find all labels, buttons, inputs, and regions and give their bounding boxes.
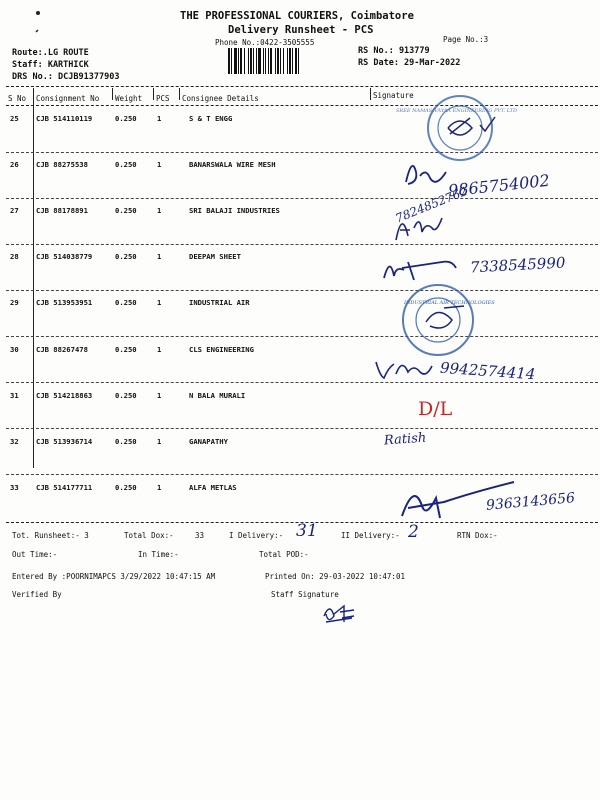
runsheet-subtitle: Delivery Runsheet - PCS [228,24,374,36]
page-number: Page No.:3 [443,35,489,44]
row-weight: 0.250 [115,390,137,400]
row-sno: 27 [10,206,19,216]
header-bottom-rule [6,105,598,106]
phone-27: 7824852762 [393,183,470,226]
barcode-bar [240,48,242,74]
staff-signature [320,600,360,626]
row-sno: 28 [10,252,19,262]
row-pcs: 1 [157,436,162,446]
barcode-bar [228,48,230,74]
entered-by: Entered By :POORNIMAPCS 3/29/2022 10:47:15 AM [12,572,216,581]
row-weight: 0.250 [115,298,137,308]
staff-signature-label: Staff Signature [271,590,339,599]
row-weight: 0.250 [115,436,137,446]
row-divider [6,474,598,475]
signature-26 [402,156,452,190]
ii-delivery-label: II Delivery:- [341,531,400,540]
row-sno: 29 [10,298,19,308]
barcode-bar [234,48,237,74]
row-divider [6,382,598,383]
row-divider [6,290,598,291]
row-pcs: 1 [157,114,162,123]
row-consignee: N BALA MURALI [189,390,246,400]
barcode-bar [263,48,264,74]
row-consignment: CJB 88178891 [36,206,88,216]
row-consignee: ALFA METLAS [189,482,237,492]
column-divider [179,88,180,100]
out-time-label: Out Time:- [12,550,58,559]
verified-by-label: Verified By [12,590,62,599]
rs-date: RS Date: 29-Mar-2022 [358,58,461,68]
phone-28: 7338545990 [469,253,566,277]
col-header-weight: Weight [115,94,143,103]
phone-30: 9942574414 [439,358,536,384]
row-consignment: CJB 514110119 [36,114,93,123]
row-consignment: CJB 513953951 [36,298,93,308]
row-pcs: 1 [157,344,162,354]
barcode-bar [244,48,245,74]
tot-runsheet: Tot. Runsheet:- 3 [12,531,89,540]
scan-mark [32,8,46,38]
barcode-bar [231,48,232,74]
row-divider [6,428,598,429]
row-weight: 0.250 [115,206,137,216]
route-label: Route:.LG ROUTE [12,48,89,58]
row-sno: 30 [10,344,19,354]
row-pcs: 1 [157,206,162,216]
phone-33: 9363143656 [485,490,576,514]
row-sno: 25 [10,114,19,123]
row-divider [6,152,598,153]
row-divider [6,198,598,199]
col-header-consignment: Consignment No [36,94,100,103]
total-dox-value: 33 [195,531,205,540]
row-weight: 0.250 [115,344,137,354]
barcode-bar [248,48,249,74]
row-pcs: 1 [157,482,162,492]
barcode-bar [265,48,266,74]
signature-30 [372,352,442,386]
row-weight: 0.250 [115,160,137,170]
barcode-bar [280,48,281,74]
barcode-bar [295,48,297,74]
column-divider [370,88,371,100]
phone-26: 9865754002 [447,170,551,201]
checkmark [478,115,498,135]
barcode-bar [298,48,299,74]
column-divider [112,88,113,100]
signature-28 [380,254,470,284]
total-pod-label: Total POD:- [259,550,309,559]
col-header-signature: Signature [373,91,414,100]
barcode-bar [258,48,261,74]
col-header-pcs: PCS [156,94,170,103]
i-delivery-value: 31 [296,521,318,541]
row-pcs: 1 [157,390,162,400]
row-consignee: GANAPATHY [189,436,228,446]
row-consignee: SRI BALAJI INDUSTRIES [189,206,280,216]
column-divider [153,88,154,100]
company-title: THE PROFESSIONAL COURIERS, Coimbatore [180,10,414,22]
row-consignment: CJB 88267478 [36,344,88,354]
row-weight: 0.250 [115,252,137,262]
row-divider [6,336,598,337]
in-time-label: In Time:- [138,550,179,559]
total-dox-label: Total Dox:- [124,531,174,540]
row-pcs: 1 [157,160,162,170]
row-consignee: CLS ENGINEERING [189,344,254,354]
rs-number: RS No.: 913779 [358,46,430,56]
row-pcs: 1 [157,252,162,262]
phone-number: Phone No.:0422-3505555 [215,38,315,47]
row-sno: 26 [10,160,19,170]
barcode-bar [287,48,288,74]
row-consignee: DEEPAM SHEET [189,252,241,262]
barcode-bar [289,48,291,74]
ii-delivery-value: 2 [408,522,419,542]
row-divider [6,244,598,245]
table-top-rule [6,86,598,87]
row-sno: 31 [10,390,19,400]
row-consignment: CJB 513936714 [36,436,93,446]
delivered-mark-31: D/L [418,398,453,420]
rtn-dox-label: RTN Dox:- [457,531,498,540]
row-sno: 33 [10,482,19,492]
row-weight: 0.250 [115,482,137,492]
row-consignment: CJB 514218863 [36,390,93,400]
row-consignment: CJB 88275538 [36,160,88,170]
barcode-bar [268,48,269,74]
barcode-bar [275,48,276,74]
printed-on: Printed On: 29-03-2022 10:47:01 [265,572,405,581]
barcode-bar [238,48,239,74]
row-consignment: CJB 514177711 [36,482,93,492]
row-consignment: CJB 514038779 [36,252,93,262]
staff-label: Staff: KARTHICK [12,60,89,70]
stamp-text-29: INDUSTRIAL AIR TECHNOLOGIES [404,300,495,306]
row-weight: 0.250 [115,114,137,123]
stamp-text-25: SREE NAMASIVAYAA ENGINEERING PVT. LTD [396,108,517,114]
row-consignee: BANARSWALA WIRE MESH [189,160,276,170]
column-divider [33,88,34,468]
barcode-bar [277,48,279,74]
company-stamp-29 [396,282,495,358]
col-header-sno: S No [8,94,27,103]
barcode-bar [283,48,284,74]
drs-number: DRS No.: DCJB91377903 [12,72,120,82]
row-pcs: 1 [157,298,162,308]
i-delivery-label: I Delivery:- [229,531,284,540]
barcode-bar [292,48,293,74]
barcode-bar [253,48,254,74]
signature-32: Ratish [383,430,427,449]
row-consignee: S & T ENGG [189,114,233,123]
barcode-bar [256,48,257,74]
barcode-bar [250,48,252,74]
row-sno: 32 [10,436,19,446]
barcode-bar [270,48,272,74]
col-header-consignee: Consignee Details [182,94,259,103]
row-consignee: INDUSTRIAL AIR [189,298,250,308]
barcode [228,48,340,74]
